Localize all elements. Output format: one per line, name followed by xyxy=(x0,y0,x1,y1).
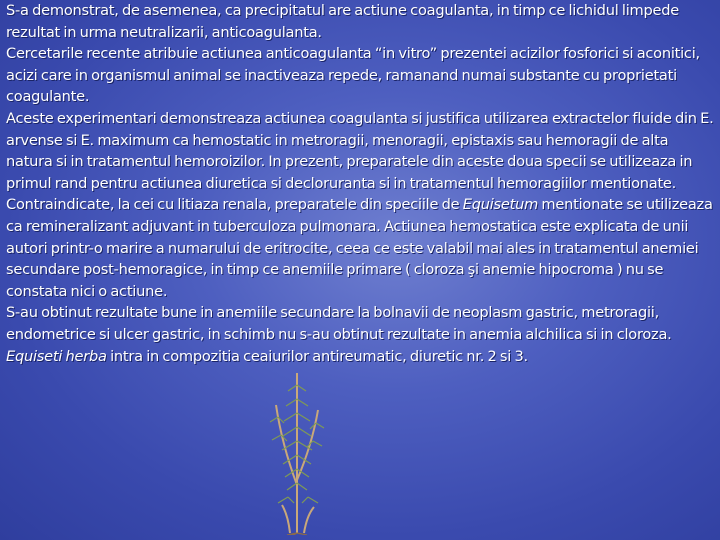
contraindications-text-start: Contraindicate, la cei cu litiaza renala, preparatele din speciile de xyxy=(6,196,463,214)
results-text-start: S-au obtinut rezultate bune in anemiile secundare la bolnavii de neoplasm gastric, metroragii, endometrice si ulcer gastric, in schimb nu s-au obtinut rezultate in anemia alchilica si in cloroza. xyxy=(6,304,672,343)
paragraph-recent-research: Cercetarile recente atribuie actiunea anticoagulanta “in vitro” prezentei acizilor fosforici si aconitici, acizi care in organismul animal se inactiveaza repede, ramanand numai substante cu proprietati coagulante. xyxy=(6,45,700,106)
results-text-end: intra in compozitia ceaiurilor antireumatic, diuretic nr. 2 si 3. xyxy=(106,347,528,365)
plant-stems xyxy=(276,373,318,533)
paragraph-coagulant-precipitate: S-a demonstrat, de asemenea, ca precipitatul are actiune coagulanta, in timp ce lichidul limpede rezultat in urma neutralizarii, anticoagulanta. xyxy=(6,2,679,41)
horsetail-plant-illustration-icon xyxy=(252,365,342,535)
equiseti-herba-italic-term: Equiseti herba xyxy=(6,347,107,365)
paragraph-contraindications xyxy=(6,194,714,302)
slide-body-text xyxy=(6,0,714,367)
equisetum-italic-term: Equisetum xyxy=(462,196,539,214)
paragraph-results xyxy=(6,302,714,367)
contraindications-text-end: mentionate se utilizeaza ca remineralizant adjuvant in tuberculoza pulmonara. Actiunea hemostatica este explicata de unii autori printr-o marire a numarului de eritrocite, ceea ce este valabil mai ales in tratamentul anemiei secundare post-hemoragice, in timp ce anemiile primare ( cloroza şi anemie hipocroma ) nu se constata nici o actiune. xyxy=(6,196,713,300)
plant-roots xyxy=(287,533,307,535)
paragraph-experiments: Aceste experimentari demonstreaza actiunea coagulanta si justifica utilizarea extractelor fluide din E. arvense si E. maximum ca hemostatic in metroragii, menoragii, epistaxis sau hemoragii de alta natura si in tratamentul hemoroizilor. In prezent, preparatele din aceste doua specii se utilizeaza in primul rand pentru actiunea diuretica si decloruranta si in tratamentul hemoragiilor mentionate. xyxy=(6,109,714,192)
